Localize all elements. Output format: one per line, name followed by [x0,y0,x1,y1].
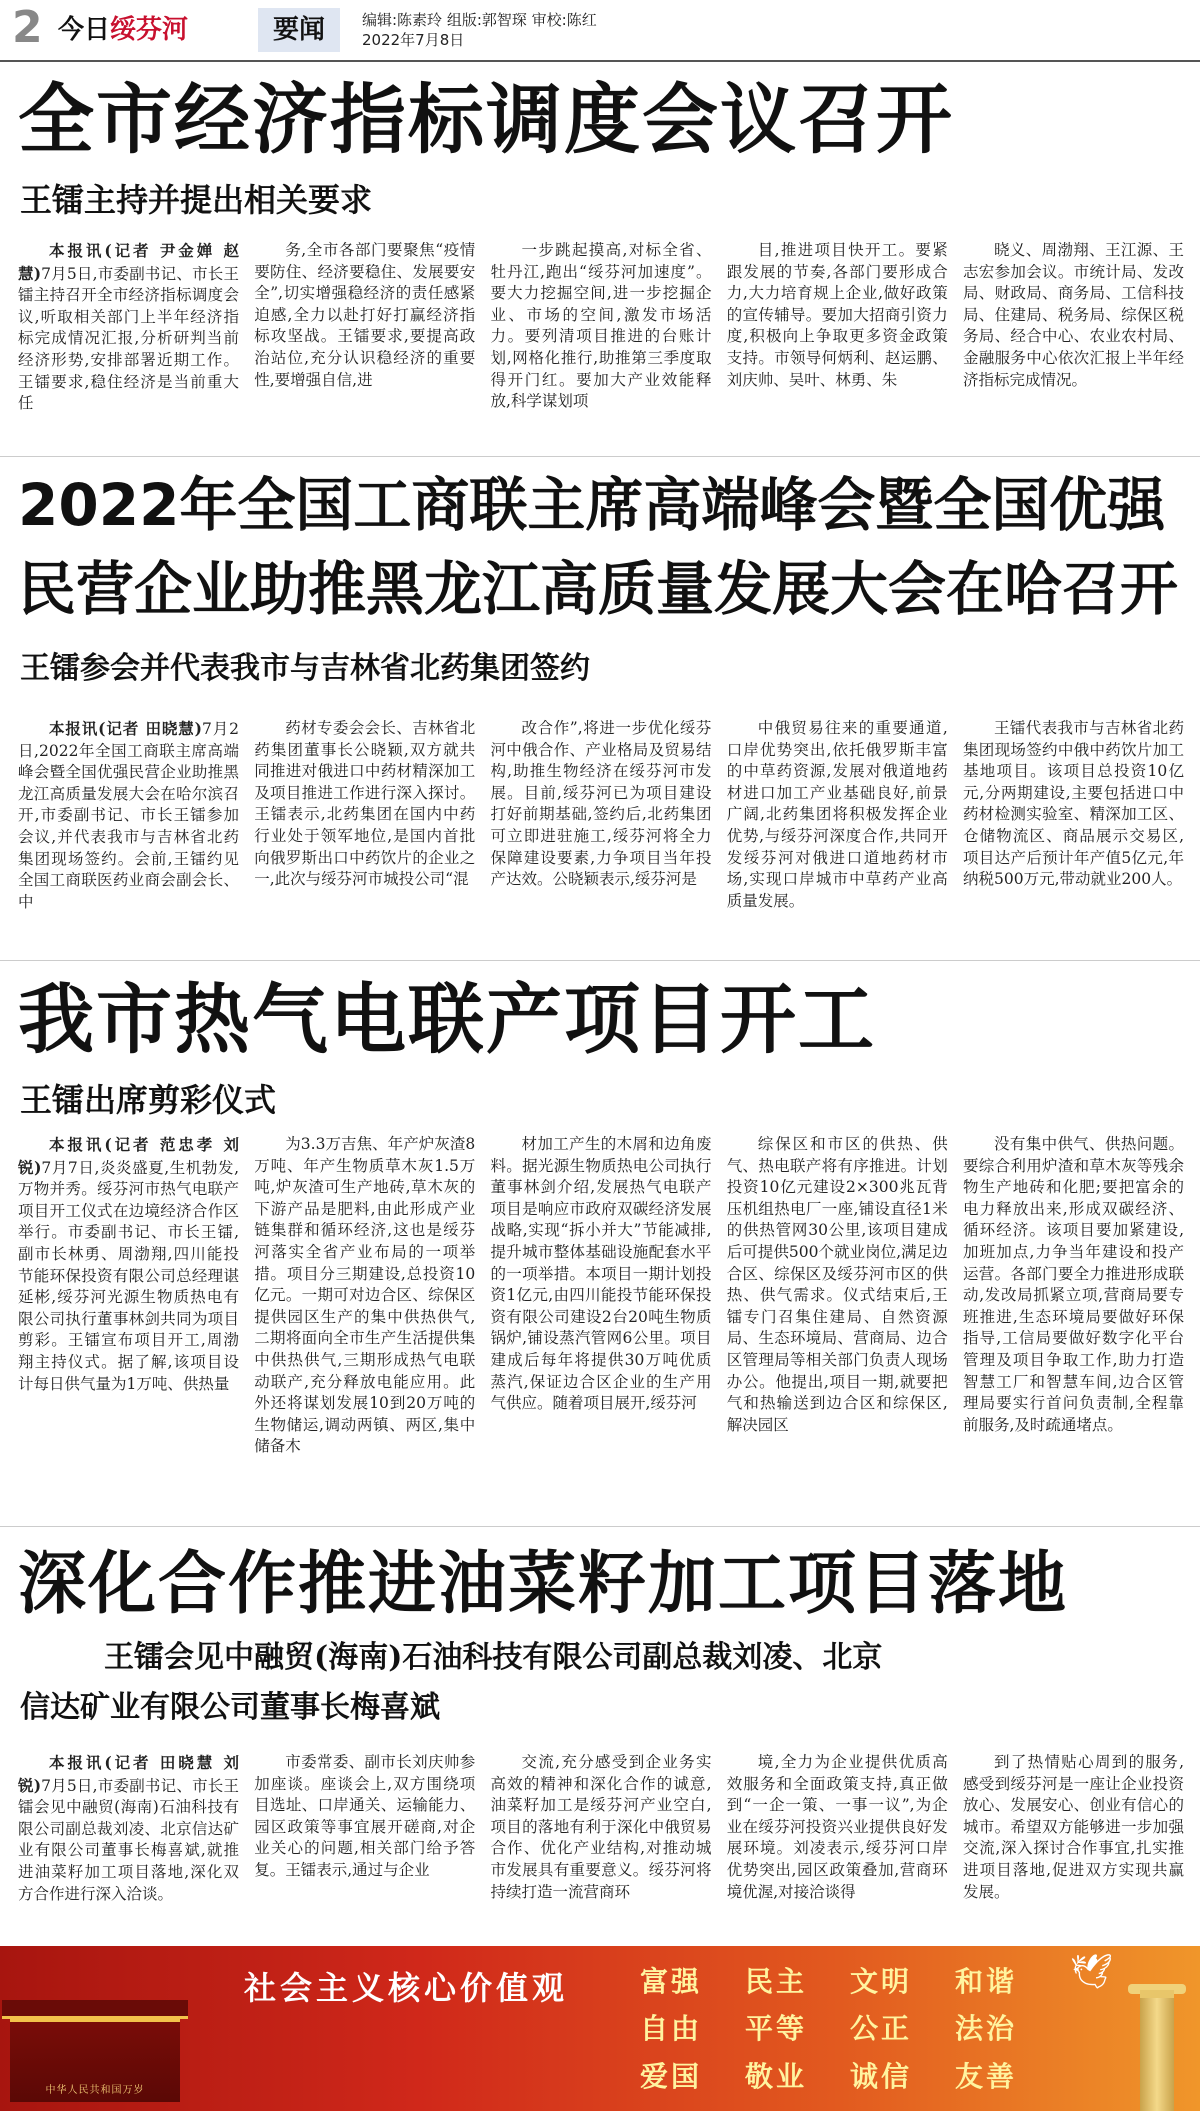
article2-byline: 本报讯(记者 田晓慧) [49,719,202,738]
article3-column [18,1134,239,1504]
article1-column: 目,推进项目快开工。要紧跟发展的节奏,各部门要形成合力,大力培育规上企业,做好政策的宣传辅导。要加大招商引资力度,积极向上争取更多资金政策支持。市领导何炳利、赵运鹏、刘庆帅、吴叶、林勇、朱 [726,241,948,389]
article4-body [18,1752,1184,1924]
article3-column: 综保区和市区的供热、供气、热电联产将有序推进。计划投资10亿元建设2×300兆瓦背压机组热电厂一座,铺设直径1米的供热管网30公里,该项目建成后可提供500个就业岗位,满足边合区、综保区及绥芬河市区的供热、供气需求。仪式结束后,王镭专门召集住建局、自然资源局、生态环境局、营商局、边合区管理局等相关部门负责人现场办公。他提出,项目一期,就要把气和热输送到边合区和综保区,解决园区 [726,1135,948,1434]
article1-column: 晓义、周渤翔、王江源、王志宏参加会议。市统计局、发改局、财政局、商务局、工信科技局、住建局、税务局、综保区税务局、经合中心、农业农村局、金融服务中心依次汇报上半年经济指标完成情况。 [963,241,1184,389]
divider [0,960,1200,961]
article4-headline: 深化合作推进油菜籽加工项目落地 [18,1545,1069,1624]
column-text: 7月5日,市委副书记、市长王镭会见中融贸(海南)石油科技有限公司副总裁刘凌、北京信达矿业有限公司董事长梅喜斌,就推进油菜籽加工项目落地,深化双方合作进行深入洽谈。 [18,1776,239,1903]
article1-column [18,240,239,440]
core-values-grid [640,1960,1060,2100]
core-value: 法治 [955,2012,1018,2046]
article4-column: 交流,充分感受到企业务实高效的精神和深化合作的诚意,油菜籽加工是绥芬河产业空白,项目的落地有利于深化中俄贸易合作、优化产业结构,对推动城市发展具有重要意义。绥芬河将持续打造一流营商环 [490,1753,712,1901]
article3-body [18,1134,1184,1504]
core-value: 公正 [850,2012,913,2046]
core-value: 富强 [640,1965,703,1998]
masthead [0,0,1200,62]
core-value: 爱国 [640,2059,703,2093]
article2-headline-line2: 民营企业助推黑龙江高质量发展大会在哈召开 [18,555,1179,623]
section-tag: 要闻 [258,8,340,52]
article1-body [18,240,1184,440]
paper-name [58,14,188,46]
core-value: 民主 [745,1965,808,1998]
gate-roof [2,2000,188,2019]
gate-caption: 中华人民共和国万岁 [45,2085,145,2096]
column-text: 7月2日,2022年全国工商联主席高端峰会暨全国优强民营企业助推黑龙江高质量发展大会在哈尔滨召开,市委副书记、市长王镭参加会议,并代表我市与吉林省北药集团现场签约。会前,王镭约见全国工商联医药业商会副会长、中 [18,720,239,911]
credits-line: 编辑:陈素玲 组版:郭智琛 审校:陈红 [362,11,597,29]
article2-column: 王镭代表我市与吉林省北药集团现场签约中俄中药饮片加工基地项目。该项目总投资10亿元,分两期建设,主要包括进口中药材检测实验室、精深加工区、仓储物流区、商品展示交易区,项目达产后预计年产值5亿元,年纳税500万元,带动就业200人。 [963,719,1184,889]
tiananmen-gate-illustration [10,2016,180,2102]
article2-headline-line1: 2022年全国工商联主席高端峰会暨全国优强 [18,471,1166,539]
column-text: 7月7日,炎炎盛夏,生机勃发,万物并秀。绥芬河市热气电联产项目开工仪式在边境经济合作区举行。市委副书记、市长王镭,副市长林勇、周渤翔,四川能投节能环保投资有限公司总经理谌延彬,绥芬河光源生物质热电有限公司执行董事林剑共同为项目剪彩。王镭宣布项目开工,周渤翔主持仪式。据了解,该项目设计每日供气量为1万吨、供热量 [18,1158,239,1393]
article1-headline: 全市经济指标调度会议召开 [18,75,954,164]
paper-name-part2: 绥芬河 [110,15,189,45]
core-value: 诚信 [850,2059,913,2093]
huabiao-pillar [1140,1990,1174,2111]
article4-subheadline-line1: 王镭会见中融贸(海南)石油科技有限公司副总裁刘凌、北京 [104,1640,883,1675]
article4-byline: 本报讯(记者 田晓慧 刘锐) [18,1753,239,1795]
editor-credits [362,10,597,50]
article3-column: 为3.3万吉焦、年产炉灰渣8万吨、年产生物质草木灰1.5万吨,炉灰渣可生产地砖,草木灰的下游产品是肥料,由此形成产业链集群和循环经济,这也是绥芬河落实全省产业布局的一项举措。项目分三期建设,总投资10亿元。一期可对边合区、综保区提供园区生产的集中供热供气,二期将面向全市生产生活提供集中供热供气,三期形成热气电联动联产,充分释放电能应用。此外还将谋划发展10到20万吨的生物储运,调动两镇、两区,集中储备木 [254,1135,476,1456]
article3-column: 没有集中供气、供热问题。要综合利用炉渣和草木灰等残余物生产地砖和化肥;要把富余的电力释放出来,形成双碳经济、循环经济。该项目要加紧建设,加班加点,力争当年建设和投产运营。各部门要全力推进形成联动,发改局抓紧立项,营商局要专班推进,生态环境局要做好环保指导,工信局要做好数字化平台管理及项目争取工作,助力打造智慧工厂和智慧车间,边合区管理局要实行首问负责制,全程靠前服务,及时疏通堵点。 [963,1135,1184,1434]
article2-column: 中俄贸易往来的重要通道,口岸优势突出,依托俄罗斯丰富的中草药资源,发展对俄道地药材进口加工产业基础良好,前景广阔,北药集团将积极发挥企业优势,与绥芬河深度合作,共同开发绥芬河对俄进口道地药材市场,实现口岸城市中草药产业高质量发展。 [726,719,948,910]
dove-icon: 🕊 [1070,1952,1114,1992]
article1-column: 务,全市各部门要聚焦“疫情要防住、经济要稳住、发展要安全”,切实增强稳经济的责任感紧迫感,全力以赴打好打赢经济指标攻坚战。王镭要求,要提高政治站位,充分认识稳经济的重要性,要增强自信,进 [254,241,476,389]
core-value: 平等 [745,2012,808,2046]
article2-body [18,718,1184,940]
article4-column: 境,全力为企业提供优质高效服务和全面政策支持,真正做到“一企一策、一事一议”,为企业在绥芬河投资兴业提供良好发展环境。刘凌表示,绥芬河口岸优势突出,园区政策叠加,营商环境优渥,对接洽谈得 [726,1753,948,1901]
issue-date: 2022年7月8日 [362,31,465,49]
column-text: 7月5日,市委副书记、市长王镭主持召开全市经济指标调度会议,听取相关部门上半年经济指标完成情况汇报,分析研判当前经济形势,安排部署近期工作。王镭要求,稳住经济是当前重大任 [18,264,239,413]
article2-column: 改合作”,将进一步优化绥芬河中俄合作、产业格局及贸易结构,助推生物经济在绥芬河市发展。目前,绥芬河已为项目建设打好前期基础,签约后,北药集团可立即进驻施工,绥芬河将全力保障建设要素,力争项目当年投产达效。公晓颖表示,绥芬河是 [490,719,712,889]
banner-title: 社会主义核心价值观 [243,1969,568,2007]
article4-column [18,1752,239,1924]
article1-byline: 本报讯(记者 尹金婵 赵慧) [18,241,239,283]
core-value: 敬业 [745,2059,808,2093]
article3-subheadline: 王镭出席剪彩仪式 [20,1081,277,1119]
core-value: 友善 [955,2059,1018,2093]
article4-column: 市委常委、副市长刘庆帅参加座谈。座谈会上,双方围绕项目选址、口岸通关、运输能力、园区政策等事宜展开磋商,对企业关心的问题,相关部门给予答复。王镭表示,通过与企业 [254,1753,476,1879]
article3-headline: 我市热气电联产项目开工 [18,975,876,1064]
article3-byline: 本报讯(记者 范忠孝 刘锐) [18,1135,239,1177]
divider [0,456,1200,457]
article2-subheadline: 王镭参会并代表我市与吉林省北药集团签约 [20,651,590,686]
article4-column: 到了热情贴心周到的服务,感受到绥芬河是一座让企业投资放心、发展安心、创业有信心的城市。希望双方能够进一步加强交流,深入探讨合作事宜,扎实推进项目落地,促进双方实现共赢发展。 [963,1753,1184,1901]
article2-column: 药材专委会会长、吉林省北药集团董事长公晓颖,双方就共同推进对俄进口中药材精深加工及项目推进工作进行深入探讨。王镭表示,北药集团在国内中药行业处于领军地位,是国内首批向俄罗斯出口中药饮片的企业之一,此次与绥芬河市城投公司“混 [254,719,476,889]
article1-column: 一步跳起摸高,对标全省、牡丹江,跑出“绥芬河加速度”。要大力挖掘空间,进一步挖掘企业、市场的空间,激发市场活力。要列清项目推进的台账计划,网格化推行,助推第三季度取得开门红。要加大产业效能释放,科学谋划项 [490,241,712,411]
core-value: 自由 [640,2012,703,2046]
paper-name-part1: 今日 [58,15,111,45]
core-values-banner [0,1946,1200,2111]
core-value: 和谐 [955,1965,1018,1998]
article2-column [18,718,239,940]
article1-subheadline: 王镭主持并提出相关要求 [20,181,373,219]
core-value: 文明 [850,1965,913,1998]
page-number: 2 [12,2,43,53]
article4-subheadline-line2: 信达矿业有限公司董事长梅喜斌 [20,1690,440,1725]
divider [0,1526,1200,1527]
article3-column: 材加工产生的木屑和边角废料。据光源生物质热电公司执行董事林剑介绍,发展热气电联产项目是响应市政府双碳经济发展战略,实现“拆小并大”节能减排,提升城市整体基础设施配套水平的一项举措。本项目一期计划投资1亿元,由四川能投节能环保投资有限公司建设2台20吨生物质锅炉,铺设蒸汽管网6公里。项目建成后每年将提供30万吨优质蒸汽,保证边合区企业的生产用气供应。随着项目展开,绥芬河 [490,1135,712,1413]
